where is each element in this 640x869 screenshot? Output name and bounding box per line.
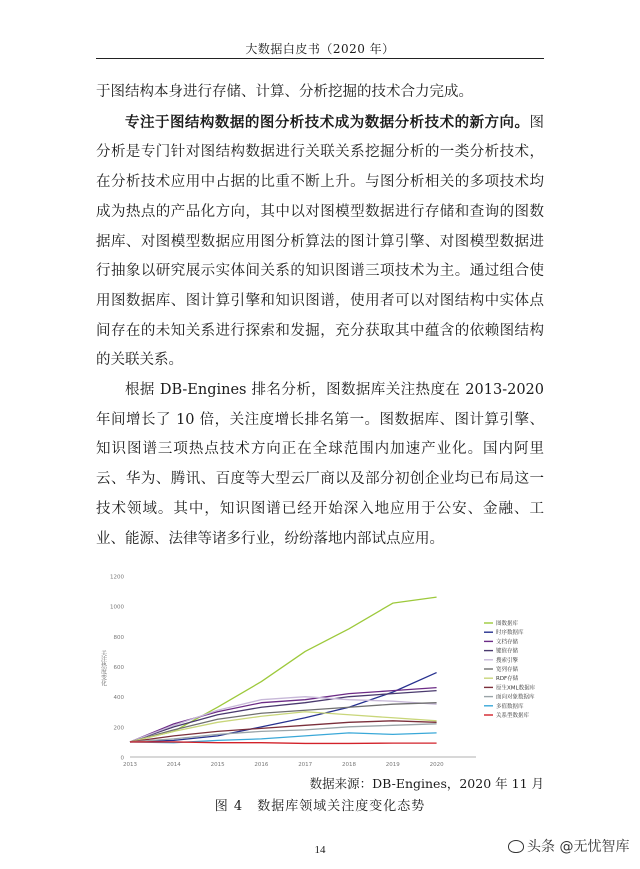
y-tick-label: 1000 bbox=[110, 604, 124, 611]
chart-source: 数据来源：DB-Engines，2020 年 11 月 bbox=[309, 776, 544, 791]
legend-label: 时序数据库 bbox=[496, 630, 524, 637]
y-tick-label: 800 bbox=[113, 634, 124, 641]
chart-svg bbox=[96, 570, 544, 775]
legend-label: RDF存储 bbox=[496, 676, 519, 683]
x-tick-label: 2013 bbox=[123, 762, 137, 768]
toutiao-logo-icon bbox=[508, 840, 524, 853]
legend-label: 原生XML数据库 bbox=[496, 685, 536, 692]
legend-label: 键值存储 bbox=[496, 648, 519, 655]
header-rule bbox=[96, 58, 544, 59]
paragraph-2-body: 图分析是专门针对图结构数据进行关联关系挖掘分析的一类分析技术，在分析技术应用中占据的比重不断上升。与图分析相关的多项技术均成为热点的产品化方向，其中以对图模型数据进行存储和查询的图数据库、对图模型数据应用图分析算法的图计算引擎、对图模型数据进行抽象以研究展示实体间关系的知识图谱三项技术为主。通过组合使用图数据库、图计算引擎和知识图谱，使用者可以对图结构中实体点间存在的未知关系进行探索和发掘，充分获取其中蕴含的依赖图结构的关联关系。 bbox=[96, 114, 544, 369]
x-tick-label: 2020 bbox=[429, 762, 444, 768]
source-badge[interactable] bbox=[508, 836, 629, 856]
line-chart bbox=[96, 570, 544, 775]
body-text bbox=[96, 78, 544, 554]
paragraph-3: 根据 DB-Engines 排名分析，图数据库关注热度在 2013-2020 年间增长了 10 倍，关注度增长排名第一。图数据库、图计算引擎、知识图谱三项热点技术方向正在全球范围内加速产业化。国内阿里云、华为、腾讯、百度等大型云厂商以及部分初创企业均已布局这一技术领域。其中，知识图谱已经开始深入地应用于公安、金融、工业、能源、法律等诸多行业，纷纷落地内部试点应用。 bbox=[96, 382, 544, 547]
y-axis-label: 关注热度变化 bbox=[99, 650, 107, 686]
legend-label: 宽列存储 bbox=[496, 667, 519, 673]
legend-label: 关系型数据库 bbox=[496, 713, 530, 719]
x-tick-label: 2016 bbox=[254, 762, 269, 768]
legend-label: 多值数据库 bbox=[496, 703, 524, 710]
legend-label: 图数据库 bbox=[496, 621, 519, 627]
page-number: 14 bbox=[314, 844, 326, 856]
x-tick-label: 2019 bbox=[385, 762, 400, 768]
legend-label: 搜索引擎 bbox=[496, 657, 519, 664]
running-header: 大数据白皮书（2020 年） bbox=[245, 42, 395, 56]
y-tick-label: 600 bbox=[113, 665, 124, 671]
series-line bbox=[130, 733, 437, 743]
y-tick-label: 400 bbox=[113, 695, 124, 702]
x-tick-label: 2017 bbox=[298, 762, 313, 768]
legend-label: 文档存储 bbox=[496, 639, 519, 646]
x-tick-label: 2015 bbox=[210, 762, 225, 768]
series-line bbox=[130, 597, 437, 742]
paragraph-2-lead: 专注于图结构数据的图分析技术成为数据分析技术的新方向。 bbox=[125, 113, 530, 131]
y-tick-label: 1200 bbox=[110, 574, 124, 581]
paragraph-2 bbox=[96, 108, 544, 376]
figure-caption: 图 4 数据库领域关注度变化态势 bbox=[214, 799, 426, 814]
x-tick-label: 2014 bbox=[166, 762, 181, 768]
legend-label: 面向对象数据库 bbox=[496, 694, 535, 701]
y-tick-label: 200 bbox=[113, 725, 124, 732]
y-tick-label: 0 bbox=[120, 755, 124, 762]
x-tick-label: 2018 bbox=[341, 762, 356, 768]
source-badge-label: 头条 @无忧智库 bbox=[527, 839, 630, 855]
paragraph-1: 于图结构本身进行存储、计算、分析挖掘的技术合力完成。 bbox=[96, 84, 473, 100]
